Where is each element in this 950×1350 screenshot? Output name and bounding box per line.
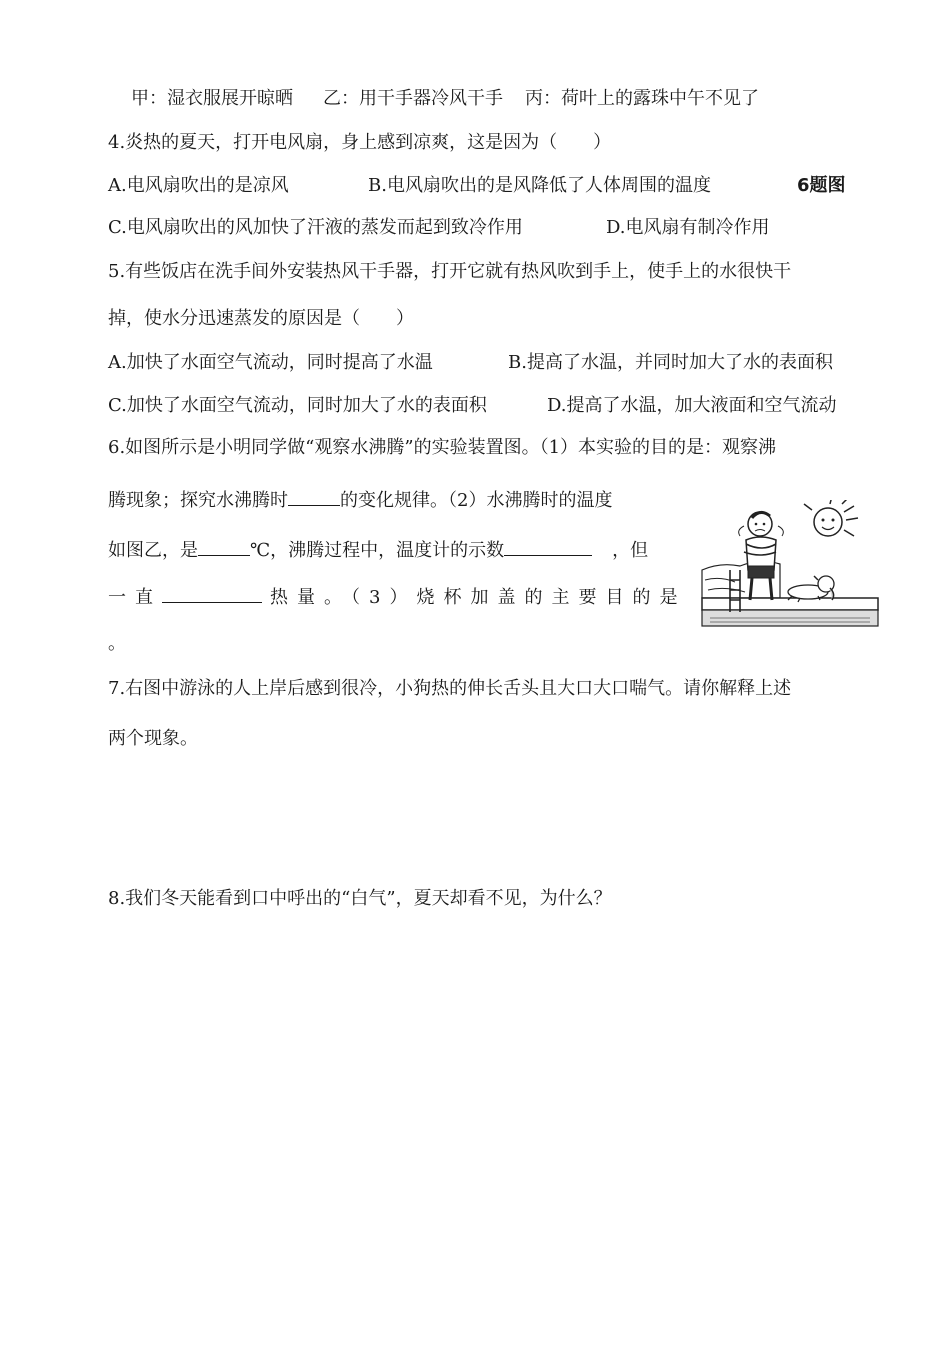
q8-text: 8.我们冬天能看到口中呼出的“白气”，夏天却看不见，为什么？ — [108, 888, 612, 909]
q5-option-c: C.加快了水面空气流动，同时加大了水的表面积 — [108, 395, 487, 416]
q3-options-line — [131, 88, 759, 110]
q6-blank-4[interactable] — [162, 584, 262, 603]
q6-line5: 。 — [108, 633, 126, 654]
q6-line4-text-a: 一直 — [108, 587, 162, 608]
q6-blank-3[interactable] — [504, 537, 592, 556]
q4-option-b: B.电风扇吹出的是风降低了人体周围的温度 — [368, 175, 711, 196]
q5-option-d: D.提高了水温，加大液面和空气流动 — [547, 395, 837, 416]
q3-option-bing: 丙：荷叶上的露珠中午不见了 — [525, 88, 759, 109]
q4-option-c: C.电风扇吹出的风加快了汗液的蒸发而起到致冷作用 — [108, 217, 523, 238]
q6-line2 — [108, 487, 612, 512]
q6-line3-text-b: ℃，沸腾过程中，温度计的示数 — [250, 540, 505, 561]
q7-line1: 7.右图中游泳的人上岸后感到很冷，小狗热的伸长舌头且大口大口喘气。请你解释上述 — [108, 678, 792, 699]
q5-option-b: B.提高了水温，并同时加大了水的表面积 — [508, 352, 833, 373]
q4-option-d: D.电风扇有制冷作用 — [606, 217, 770, 238]
q3-option-yi: 乙：用干手器冷风干手 — [323, 88, 503, 109]
q6-line3-text-a: 如图乙，是 — [108, 540, 198, 561]
q6-line1: 6.如图所示是小明同学做“观察水沸腾”的实验装置图。（1）本实验的目的是：观察沸 — [108, 437, 777, 458]
swimmer-dog-illustration — [700, 500, 880, 635]
q6-blank-2[interactable] — [198, 537, 250, 556]
q5-option-a: A.加快了水面空气流动，同时提高了水温 — [108, 352, 433, 373]
q6-line3-text-c: ，但 — [612, 540, 649, 561]
q4-stem: 4.炎热的夏天，打开电风扇，身上感到凉爽，这是因为（ ） — [108, 132, 612, 153]
q6-line3 — [108, 537, 648, 562]
q4-option-a: A.电风扇吹出的是凉风 — [108, 175, 289, 196]
q6-line4-text-b: 热量。（3）烧杯加盖的主要目的是 — [270, 587, 687, 608]
q6-line4 — [108, 584, 686, 609]
figure-6-caption: 6题图 — [797, 175, 846, 196]
q5-stem-line2: 掉，使水分迅速蒸发的原因是（ ） — [108, 308, 414, 329]
q7-line2: 两个现象。 — [108, 728, 198, 749]
q6-line2-text-b: 的变化规律。（2）水沸腾时的温度 — [340, 490, 613, 511]
q6-blank-1[interactable] — [288, 487, 340, 506]
q3-option-jia: 甲：湿衣服展开晾晒 — [131, 88, 293, 109]
q5-stem-line1: 5.有些饭店在洗手间外安装热风干手器，打开它就有热风吹到手上，使手上的水很快干 — [108, 261, 792, 282]
q6-line2-text-a: 腾现象；探究水沸腾时 — [108, 490, 288, 511]
